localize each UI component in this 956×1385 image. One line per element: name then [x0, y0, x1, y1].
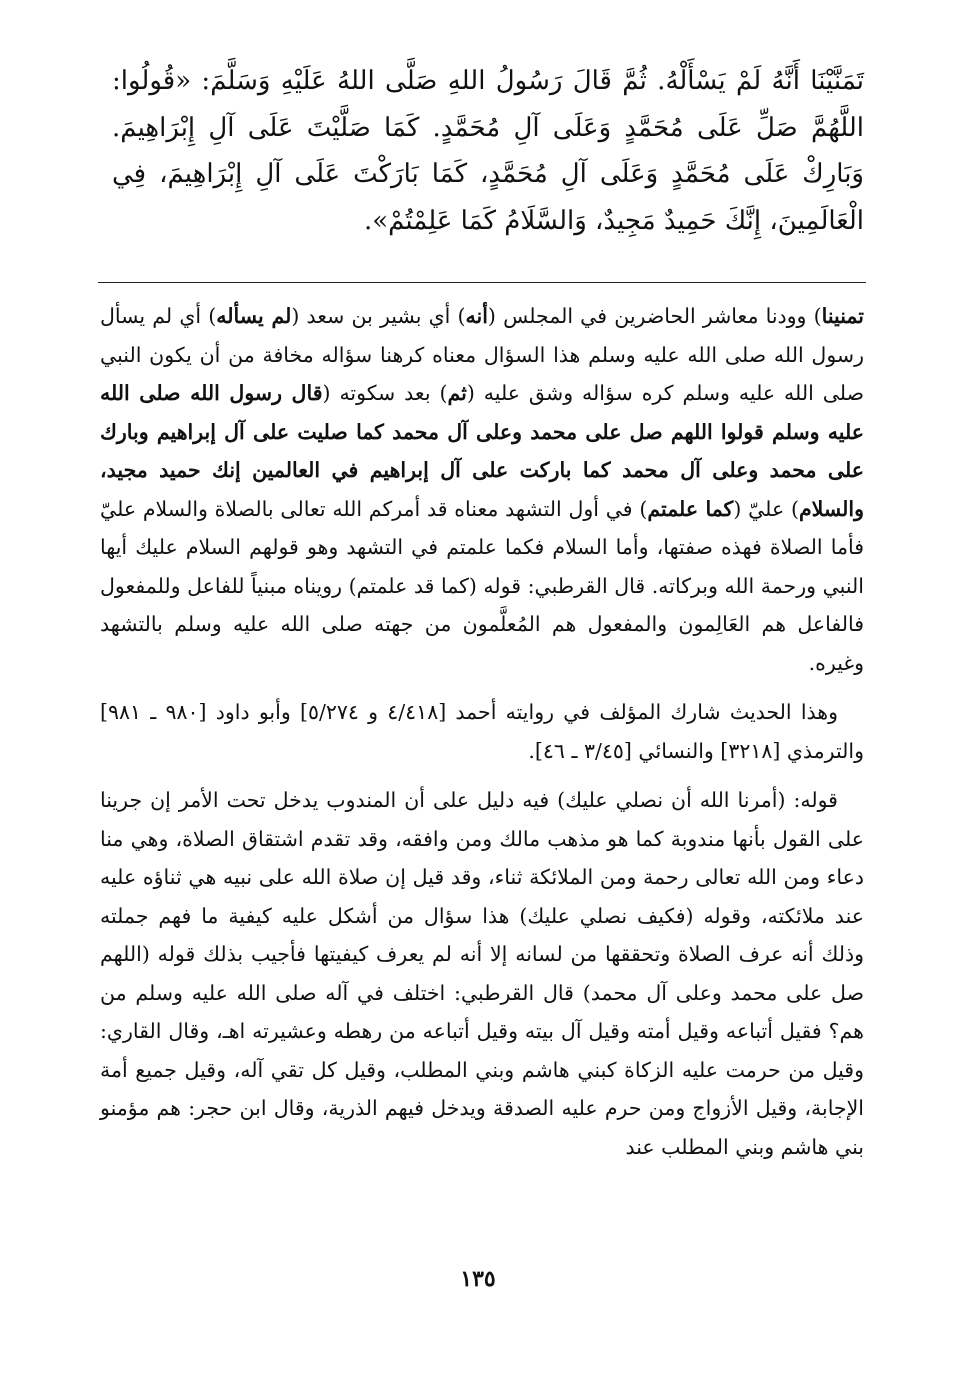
commentary-segment: ) بعد سكوته (: [322, 381, 448, 405]
commentary-segment: ) في أول التشهد معناه قد أمركم الله تعالى بالصلاة والسلام عليّ فأما الصلاة فهذه صفتها، وأما السلام فكما علمتم في التشهد وهو قولهم السلام عليك أيها النبي ورحمة الله وبركاته. قال القرطبي: قوله (كما قد علمتم) رويناه مبنياً للفاعل وللمفعول فالفاعل هم العَالِمون والمفعول هم المُعلَّمون من جهته صلى الله عليه وسلم بالتشهد وغيره.: [100, 496, 864, 675]
commentary-segment: أنه: [465, 304, 488, 328]
commentary-segment: ) وودنا معاشر الحاضرين في المجلس (: [487, 304, 822, 328]
commentary-segment: كما علمتم: [647, 496, 734, 521]
commentary-paragraph-1: [100, 297, 864, 682]
commentary-paragraph-2: وهذا الحديث شارك المؤلف في روايته أحمد [٤/٤١٨ و ٥/٢٧٤] وأبو داود [٩٨٠ ـ ٩٨١] والترمذي [٣٢١٨] والنسائي [٣/٤٥ ـ ٤٦].: [100, 700, 864, 763]
commentary-segment: ) أي بشير بن سعد (: [291, 304, 466, 328]
commentary-segment: لم يسأله: [216, 304, 292, 328]
page-number: ١٣٥: [460, 1266, 496, 1292]
hadith-text: تَمَنَّيْنَا أَنَّهُ لَمْ يَسْأَلْهُ. ثُمَّ قَالَ رَسُولُ اللهِ صَلَّى اللهُ عَلَيْهِ وَسَلَّمَ: «قُولُوا: اللَّهُمَّ صَلِّ عَلَى مُحَمَّدٍ وَعَلَى آلِ مُحَمَّدٍ. كَمَا صَلَّيْتَ عَلَى آلِ إِبْرَاهِيمَ. وَبَارِكْ عَلَى مُحَمَّدٍ وَعَلَى آلِ مُحَمَّدٍ، كَمَا بَارَكْتَ عَلَى آلِ إِبْرَاهِيمَ، فِي الْعَالَمِينَ، إِنَّكَ حَمِيدٌ مَجِيدٌ، وَالسَّلَامُ كَمَا عَلِمْتُمْ».: [112, 66, 864, 236]
commentary-segment: ثم: [447, 381, 467, 405]
footnote-divider: [98, 282, 866, 283]
commentary-segment: ) عليّ (: [733, 496, 799, 521]
commentary-segment: قال رسول الله صلى الله عليه وسلم قولوا اللهم صل على محمد وعلى آل محمد كما صليت على آل إبراهيم وبارك على محمد وعلى آل محمد كما باركت على آل إبراهيم في العالمين إنك حميد مجيد، والسلام: [100, 381, 865, 521]
commentary-segment: تمنينا: [821, 304, 864, 328]
commentary-segment: ) أي لم يسأل رسول الله صلى الله عليه وسلم هذا السؤال معناه كرهنا سؤاله مخافة من أن يكون النبي صلى الله عليه وسلم كره سؤاله وشق عليه (: [100, 304, 864, 405]
commentary-paragraph-3: قوله: (أمرنا الله أن نصلي عليك) فيه دليل على أن المندوب يدخل تحت الأمر إن جرينا على القول بأنها مندوبة كما هو مذهب مالك ومن وافقه، وقد تقدم اشتقاق الصلاة، وهي منا دعاء ومن الله تعالى رحمة ومن الملائكة ثناء، وقد قيل إن صلاة الله على نبيه هي ثناؤه عليه عند ملائكته، وقوله (فكيف نصلي عليك) هذا سؤال من أشكل عليه كيفية ما فهم جملته وذلك أنه عرف الصلاة وتحققها من لسانه إلا أنه لم يعرف كيفيتها فأجيب بذلك قوله (اللهم صل على محمد وعلى آل محمد) قال القرطبي: اختلف في آله صلى الله عليه وسلم من هم؟ فقيل أتباعه وقيل أمته وقيل آل بيته وقيل أتباعه من رهطه وعشيرته اهـ، وقال القاري: وقيل من حرمت عليه الزكاة كبني هاشم وبني المطلب، وقيل كل تقي آله، وقيل جميع أمة الإجابة، وقيل الأزواج ومن حرم عليه الصدقة ويدخل فيهم الذرية، وقال ابن حجر: هم مؤمنو بني هاشم وبني المطلب عند: [100, 788, 864, 1159]
commentary-block: [100, 297, 864, 1166]
